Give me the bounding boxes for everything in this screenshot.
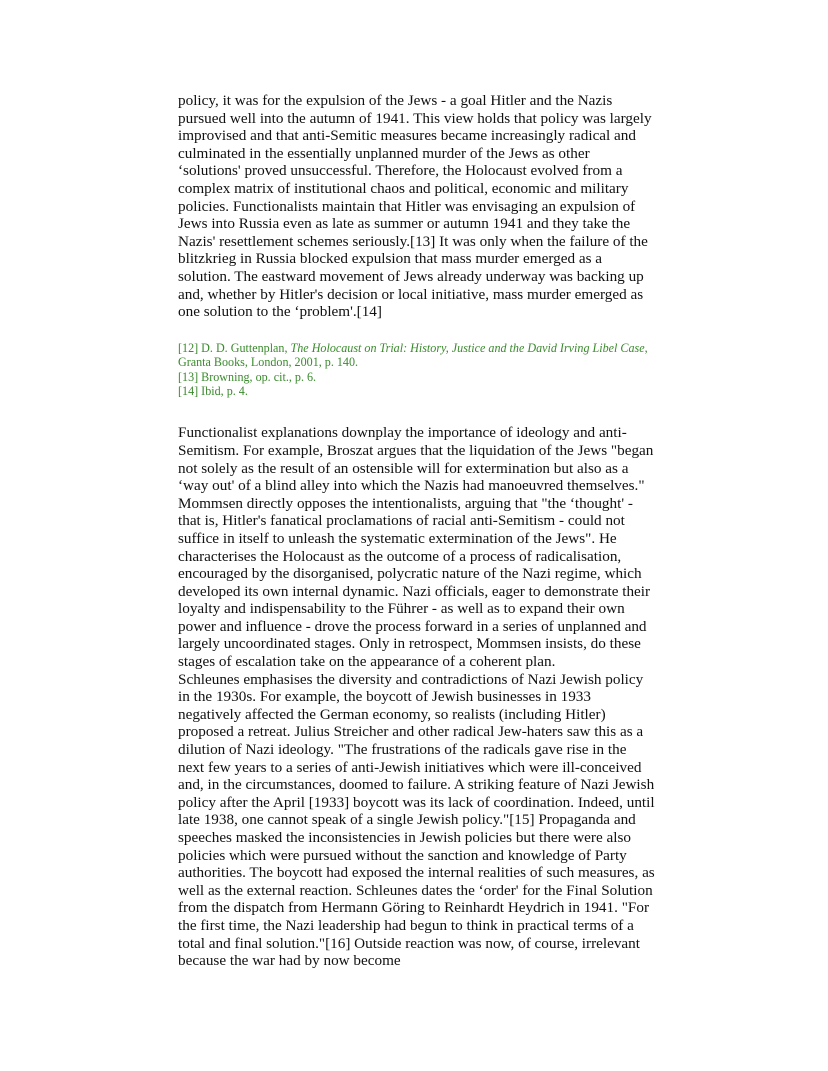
footnote-12-title: The Holocaust on Trial: History, Justice and the David Irving Libel Case	[290, 340, 645, 355]
document-page	[178, 92, 656, 970]
footnote-12-prefix: [12] D. D. Guttenplan,	[178, 340, 291, 355]
body-paragraph-3: Schleunes emphasises the diversity and contradictions of Nazi Jewish policy in the 1930s. For example, the boycott of Jewish businesses in 1933 negatively affected the German economy, so realists (including Hitler) proposed a retreat. Julius Streicher and other radical Jew-haters saw this as a dilution of Nazi ideology. "The frustrations of the radicals gave rise in the next few years to a series of anti-Jewish initiatives which were ill-conceived and, in the circumstances, doomed to failure. A striking feature of Nazi Jewish policy after the April [1933] boycott was its lack of coordination. Indeed, until late 1938, one cannot speak of a single Jewish policy."[15] Propaganda and speeches masked the inconsistencies in Jewish policies but there were also policies which were pursued without the sanction and knowledge of Party authorities. The boycott had exposed the internal realities of such measures, as well as the external reaction. Schleunes dates the ‘order' for the Final Solution from the dispatch from Hermann Göring to Reinhardt Heydrich in 1941. "For the first time, the Nazi leadership had begun to think in practical terms of a total and final solution."[16] Outside reaction was now, of course, irrelevant because the war had by now become	[178, 670, 655, 970]
body-paragraph-2: Functionalist explanations downplay the importance of ideology and anti-Semitism. For example, Broszat argues that the liquidation of the Jews "began not solely as the result of an ostensible will for extermination but also as a ‘way out' of a blind alley into which the Nazis had manoeuvred themselves." Mommsen directly opposes the intentionalists, arguing that "the ‘thought' - that is, Hitler's fanatical proclamations of racial anti-Semitism - could not suffice in itself to unleash the systematic extermination of the Jews". He characterises the Holocaust as the outcome of a process of radicalisation, encouraged by the disorganised, polycratic nature of the Nazi regime, which developed its own internal dynamic. Nazi officials, eager to demonstrate their loyalty and indispensability to the Führer - as well as to expand their own power and influence - drove the process forward in a series of unplanned and largely uncoordinated stages. Only in retrospect, Mommsen insists, do these stages of escalation take on the appearance of a coherent plan.	[178, 424, 654, 671]
body-paragraph-1: policy, it was for the expulsion of the Jews - a goal Hitler and the Nazis pursued well into the autumn of 1941. This view holds that policy was largely improvised and that anti-Semitic measures became increasingly radical and culminated in the essentially unplanned murder of the Jews as other ‘solutions' proved unsuccessful. Therefore, the Holocaust evolved from a complex matrix of institutional chaos and political, economic and military policies. Functionalists maintain that Hitler was envisaging an expulsion of Jews into Russia even as late as summer or autumn 1941 and they take the Nazis' resettlement schemes seriously.[13] It was only when the failure of the blitzkrieg in Russia blocked expulsion that mass murder emerged as a solution. The eastward movement of Jews already underway was backing up and, whether by Hitler's decision or local initiative, mass murder emerged as one solution to the ‘problem'.[14]	[178, 92, 652, 321]
footnote-14[interactable]: [14] Ibid, p. 4.	[178, 383, 248, 398]
footnotes	[178, 341, 656, 399]
footnote-12-suffix: , Granta Books, London, 2001, p. 140.	[178, 340, 648, 370]
footnote-13[interactable]: [13] Browning, op. cit., p. 6.	[178, 369, 317, 384]
footnote-12[interactable]	[178, 341, 656, 370]
